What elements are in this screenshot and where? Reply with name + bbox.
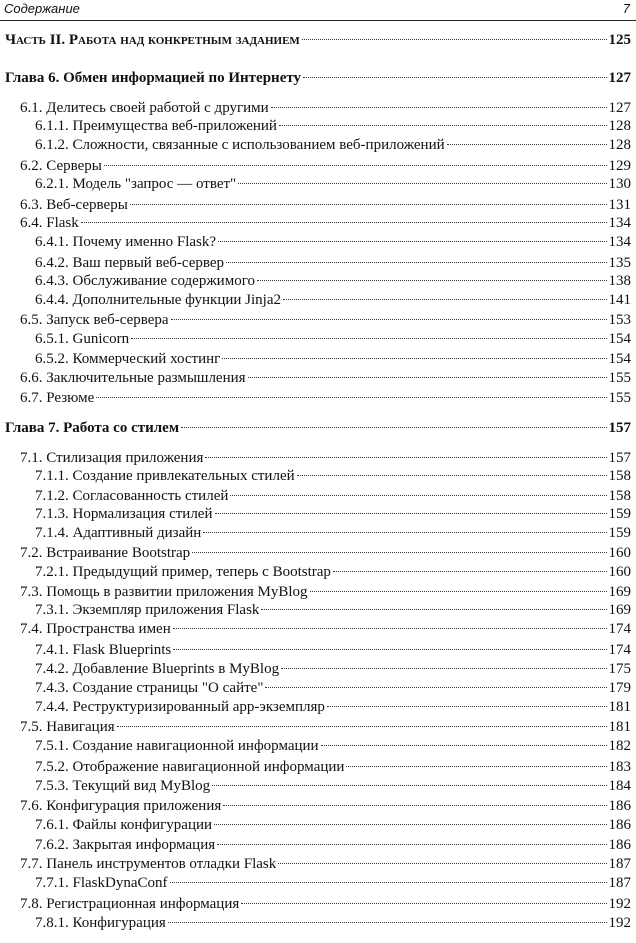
toc-entry-page: 159 — [608, 506, 631, 522]
dot-leader — [241, 903, 606, 904]
toc-entry — [35, 254, 631, 273]
toc-entry-title: 7.1. Стилизация приложения — [20, 450, 204, 466]
toc-entry — [20, 196, 631, 215]
toc-entry-title: 7.1.1. Создание привлекательных стилей — [35, 468, 295, 484]
dot-leader — [265, 687, 606, 688]
toc-entry-title: 6.4.2. Ваш первый веб-сервер — [35, 255, 225, 271]
toc-entry-page: 129 — [608, 158, 631, 174]
dot-leader — [96, 397, 606, 398]
toc-entry-page: 159 — [608, 525, 631, 541]
toc-entry — [20, 895, 631, 914]
toc-entry-title: 6.1.2. Сложности, связанные с использованием веб-приложений — [35, 137, 445, 153]
toc-entry-page: 186 — [608, 837, 631, 853]
toc-entry — [35, 117, 631, 136]
toc-entry-page: 128 — [608, 137, 631, 153]
dot-leader — [173, 649, 606, 650]
toc-entry-title: 7.7. Панель инструментов отладки Flask — [20, 856, 277, 872]
toc-entry — [20, 544, 631, 563]
toc-entry — [35, 660, 631, 679]
toc-entry-page: 192 — [608, 896, 631, 912]
toc-entry-title: Глава 6. Обмен информацией по Интернету — [5, 70, 302, 86]
toc-entry-title: 6.4.4. Дополнительные функции Jinja2 — [35, 292, 281, 308]
toc-entry-title: 7.3.1. Экземпляр приложения Flask — [35, 602, 260, 618]
dot-leader — [168, 922, 607, 923]
toc-entry — [20, 855, 631, 874]
toc-entry — [35, 777, 631, 796]
toc-entry — [35, 758, 631, 777]
dot-leader — [327, 706, 607, 707]
toc-entry-title: 6.4.1. Почему именно Flask? — [35, 234, 217, 250]
toc-entry — [35, 350, 631, 369]
toc-heading — [5, 419, 631, 438]
toc-entry — [35, 874, 631, 893]
toc-entry-page: 158 — [608, 488, 631, 504]
dot-leader — [215, 513, 607, 514]
dot-leader — [214, 824, 606, 825]
toc-entry-page: 125 — [608, 32, 631, 48]
toc-entry-page: 134 — [608, 215, 631, 231]
toc-entry-title: 7.5.3. Текущий вид MyBlog — [35, 778, 211, 794]
toc-entry-title: 6.4.3. Обслуживание содержимого — [35, 273, 255, 289]
toc-entry-page: 181 — [608, 719, 631, 735]
toc-entry-page: 174 — [608, 642, 631, 658]
dot-leader — [302, 39, 607, 40]
dot-leader — [205, 457, 606, 458]
toc-entry — [35, 601, 631, 620]
toc-entry-page: 155 — [608, 370, 631, 386]
toc-entry-title: 7.3. Помощь в развитии приложения MyBlog — [20, 584, 308, 600]
dot-leader — [281, 668, 606, 669]
toc-entry-page: 138 — [608, 273, 631, 289]
toc-entry-title: 6.3. Веб-серверы — [20, 197, 128, 213]
header-title: Содержание — [4, 1, 80, 16]
toc-entry-page: 154 — [608, 351, 631, 367]
toc-entry — [35, 698, 631, 717]
toc-entry-title: 7.4.2. Добавление Blueprints в MyBlog — [35, 661, 280, 677]
toc-entry — [20, 311, 631, 330]
toc-entry-page: 157 — [608, 450, 631, 466]
toc-entry-page: 141 — [608, 292, 631, 308]
dot-leader — [104, 165, 607, 166]
toc-entry-page: 174 — [608, 621, 631, 637]
toc-entry — [20, 718, 631, 737]
toc-entry — [35, 272, 631, 291]
toc-entry-page: 179 — [608, 680, 631, 696]
dot-leader — [117, 726, 607, 727]
toc-entry — [35, 816, 631, 835]
dot-leader — [212, 785, 606, 786]
toc-entry-title: 7.4.3. Создание страницы "О сайте" — [35, 680, 264, 696]
toc-entry-title: 6.2.1. Модель "запрос — ответ" — [35, 176, 237, 192]
toc-entry-title: 6.5. Запуск веб-сервера — [20, 312, 169, 328]
toc-entry — [35, 679, 631, 698]
dot-leader — [248, 377, 607, 378]
toc-entry-title: 7.1.4. Адаптивный дизайн — [35, 525, 202, 541]
toc-entry — [35, 563, 631, 582]
toc-entry-title: 7.6. Конфигурация приложения — [20, 798, 222, 814]
toc-entry-title: 6.5.1. Gunicorn — [35, 331, 130, 347]
toc-entry — [35, 914, 631, 933]
toc-entry-page: 169 — [608, 584, 631, 600]
dot-leader — [130, 204, 607, 205]
toc-entry — [35, 330, 631, 349]
dot-leader — [261, 609, 606, 610]
toc-entry — [35, 291, 631, 310]
dot-leader — [222, 358, 606, 359]
toc-entry — [35, 467, 631, 486]
toc-entry-page: 153 — [608, 312, 631, 328]
toc-entry-page: 131 — [608, 197, 631, 213]
toc-entry — [20, 157, 631, 176]
dot-leader — [181, 427, 606, 428]
dot-leader — [278, 863, 606, 864]
toc-entry-title: 6.1. Делитесь своей работой с другими — [20, 100, 269, 116]
toc-entry-title: 6.6. Заключительные размышления — [20, 370, 246, 386]
dot-leader — [226, 262, 606, 263]
toc-entry-title: 7.5.1. Создание навигационной информации — [35, 738, 319, 754]
dot-leader — [271, 107, 607, 108]
dot-leader — [333, 571, 607, 572]
dot-leader — [310, 591, 607, 592]
dot-leader — [223, 805, 606, 806]
toc-entry-title: 7.8.1. Конфигурация — [35, 915, 166, 931]
toc-entry-title: 7.5.2. Отображение навигационной информации — [35, 759, 345, 775]
dot-leader — [171, 319, 607, 320]
toc-entry-page: 155 — [608, 390, 631, 406]
toc-entry — [20, 797, 631, 816]
toc-entry-title: 6.5.2. Коммерческий хостинг — [35, 351, 221, 367]
toc-entry-title: 7.5. Навигация — [20, 719, 115, 735]
dot-leader — [283, 299, 607, 300]
toc-entry-page: 175 — [608, 661, 631, 677]
toc-heading — [5, 31, 631, 50]
toc-entry-title: 7.2.1. Предыдущий пример, теперь с Bootstrap — [35, 564, 331, 580]
dot-leader — [321, 745, 607, 746]
toc-entry — [35, 505, 631, 524]
toc-entry-page: 182 — [608, 738, 631, 754]
toc-entry-title: 7.1.2. Согласованность стилей — [35, 488, 229, 504]
toc-entry — [20, 214, 631, 233]
toc-entry-page: 160 — [608, 545, 631, 561]
header-page-number: 7 — [622, 1, 630, 16]
toc-entry-page: 157 — [608, 420, 631, 436]
toc-entry-title: 7.1.3. Нормализация стилей — [35, 506, 213, 522]
dot-leader — [447, 144, 607, 145]
toc-entry — [35, 641, 631, 660]
toc-entry — [20, 620, 631, 639]
toc-entry-page: 160 — [608, 564, 631, 580]
toc-entry — [20, 449, 631, 468]
dot-leader — [203, 532, 606, 533]
toc-entry — [35, 487, 631, 506]
toc-entry — [35, 524, 631, 543]
dot-leader — [297, 475, 607, 476]
toc-entry — [35, 737, 631, 756]
toc-entry-page: 135 — [608, 255, 631, 271]
toc-entry-title: 7.4.4. Реструктуризированный app-экземпляр — [35, 699, 325, 715]
toc-entry-title: 7.8. Регистрационная информация — [20, 896, 240, 912]
dot-leader — [217, 844, 606, 845]
dot-leader — [173, 628, 607, 629]
toc-entry-page: 154 — [608, 331, 631, 347]
toc-entry-page: 127 — [608, 100, 631, 116]
toc-entry-page: 181 — [608, 699, 631, 715]
toc-entry-page: 192 — [608, 915, 631, 931]
toc-entry-page: 169 — [608, 602, 631, 618]
toc-entry-title: 7.4. Пространства имен — [20, 621, 171, 637]
dot-leader — [230, 495, 606, 496]
toc-entry-title: 6.2. Серверы — [20, 158, 102, 174]
toc-entry — [20, 583, 631, 602]
toc-entry-page: 184 — [608, 778, 631, 794]
dot-leader — [346, 766, 606, 767]
toc-entry — [35, 136, 631, 155]
toc-entry — [20, 99, 631, 118]
toc-entry-page: 186 — [608, 798, 631, 814]
dot-leader — [218, 241, 606, 242]
toc-entry-title: 6.1.1. Преимущества веб-приложений — [35, 118, 277, 134]
toc-entry-title: Часть II. Работа над конкретным заданием — [5, 32, 300, 48]
toc-entry-page: 134 — [608, 234, 631, 250]
toc-entry-title: 7.4.1. Flask Blueprints — [35, 642, 172, 658]
dot-leader — [81, 222, 607, 223]
dot-leader — [279, 125, 607, 126]
toc-entry-title: 7.2. Встраивание Bootstrap — [20, 545, 191, 561]
toc-entry-page: 127 — [608, 70, 631, 86]
dot-leader — [131, 338, 606, 339]
toc-entry-page: 186 — [608, 817, 631, 833]
toc-entry-title: 6.7. Резюме — [20, 390, 95, 406]
toc-entry-page: 128 — [608, 118, 631, 134]
toc-heading — [5, 69, 631, 88]
toc-entry-title: 7.6.1. Файлы конфигурации — [35, 817, 213, 833]
toc-entry — [20, 389, 631, 408]
toc-entry — [35, 836, 631, 855]
toc-entry — [35, 233, 631, 252]
toc-entry — [20, 369, 631, 388]
toc-entry-title: Глава 7. Работа со стилем — [5, 420, 180, 436]
dot-leader — [170, 882, 607, 883]
toc-entry-title: 7.6.2. Закрытая информация — [35, 837, 216, 853]
toc-entry-page: 130 — [608, 176, 631, 192]
toc-entry-page: 158 — [608, 468, 631, 484]
dot-leader — [257, 280, 607, 281]
toc-entry-title: 6.4. Flask — [20, 215, 79, 231]
toc-entry-page: 183 — [608, 759, 631, 775]
toc-entry-page: 187 — [608, 875, 631, 891]
dot-leader — [192, 552, 606, 553]
dot-leader — [238, 183, 606, 184]
toc-entry-page: 187 — [608, 856, 631, 872]
dot-leader — [303, 77, 606, 78]
toc-entry-title: 7.7.1. FlaskDynaConf — [35, 875, 168, 891]
toc-entry — [35, 175, 631, 194]
